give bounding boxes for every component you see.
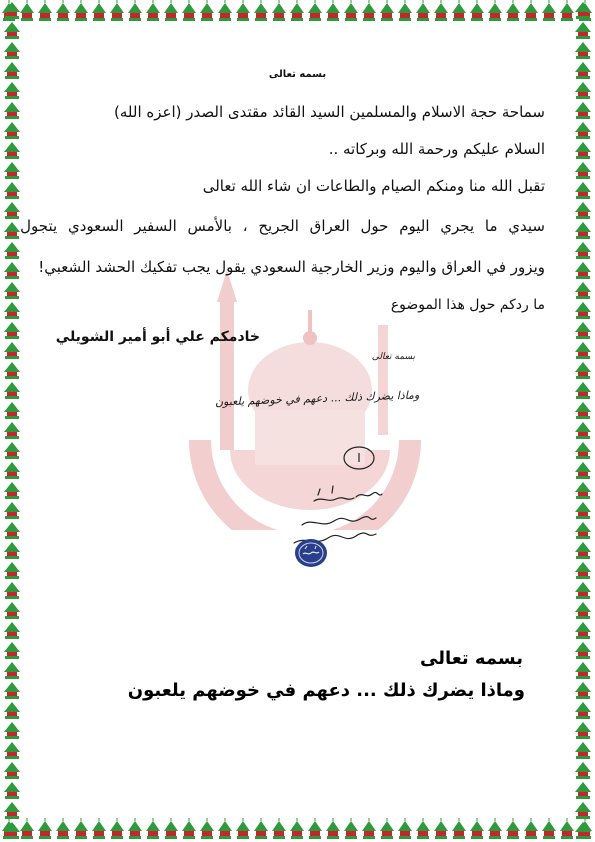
decorative-border-bottom — [0, 818, 595, 842]
decorative-border-left — [0, 0, 24, 842]
letter-greeting: السلام عليكم ورحمة الله وبركاته .. — [328, 140, 545, 158]
letter-salutation: سماحة حجة الاسلام والمسلمين السيد القائد مقتدى الصدر (اعزه الله) — [114, 103, 545, 121]
decorative-border-right — [571, 0, 595, 842]
handwritten-number-mark — [339, 443, 379, 473]
letter-blessing: تقبل الله منا ومنكم الصيام والطاعات ان شاء الله تعالى — [202, 177, 545, 195]
letter-body-line-1: سيدي ما يجري اليوم حول العراق الجريح ، بالأمس السفير السعودي يتجول — [20, 217, 545, 235]
transcription-basmala: بسمه تعالى — [420, 648, 523, 669]
letter-body-line-2: ويزور في العراق واليوم وزير الخارجية السعودي يقول يجب تفكيك الحشد الشعبي! — [38, 258, 545, 276]
decorative-border-top — [0, 0, 595, 24]
office-seal-stamp — [293, 537, 329, 569]
letter-basmala: بسمه تعالى — [268, 69, 327, 80]
handwritten-reply-text: وماذا يضرك ذلك ... دعهم في خوضهم يلعبون — [214, 388, 420, 409]
letter-question: ما ردكم حول هذا الموضوع — [390, 297, 545, 313]
letter-signature: خادمكم علي أبو أمير الشويلي — [55, 329, 260, 345]
transcription-reply: وماذا يضرك ذلك ... دعهم في خوضهم يلعبون — [127, 680, 525, 701]
handwritten-basmala: بسمه تعالى — [371, 352, 415, 362]
